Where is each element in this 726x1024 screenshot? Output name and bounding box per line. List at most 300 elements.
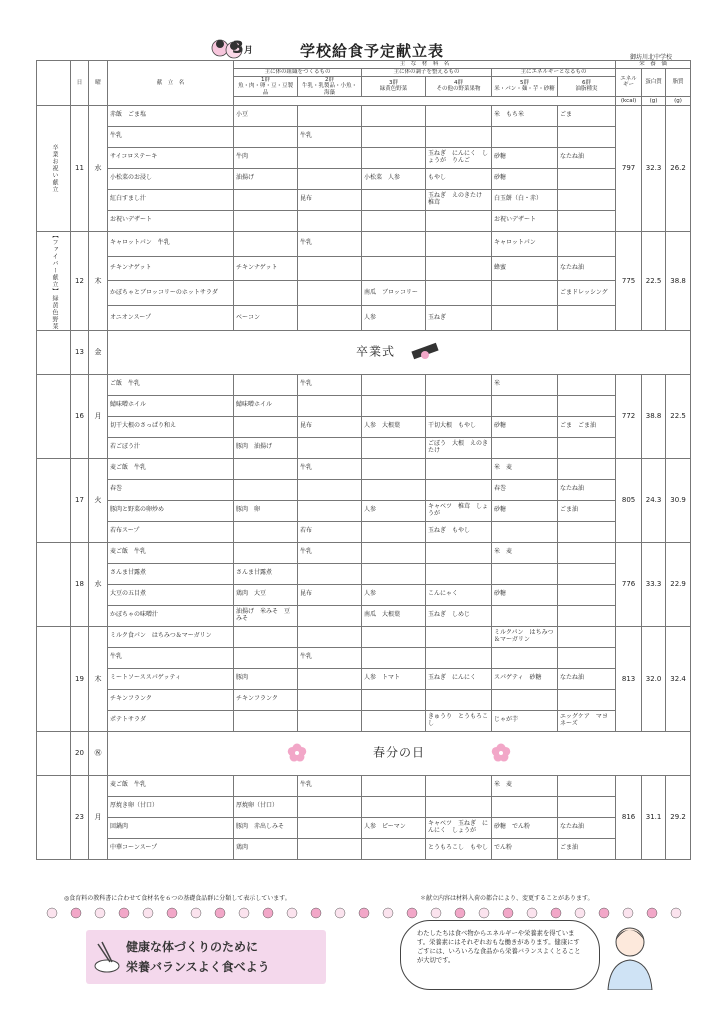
table-row bbox=[37, 126, 691, 147]
weekday-cell: 木 bbox=[89, 231, 108, 330]
band-decoration bbox=[383, 908, 393, 918]
ingredient-cell: 豚肉 bbox=[234, 668, 298, 689]
weekday-cell: 水 bbox=[89, 105, 108, 231]
header-day: 日 bbox=[71, 61, 89, 106]
ingredient-cell bbox=[426, 281, 492, 306]
ingredient-cell: スパゲティ 砂糖 bbox=[492, 668, 558, 689]
ingredient-cell bbox=[298, 147, 362, 168]
ingredient-cell bbox=[298, 479, 362, 500]
protein-cell: 32.0 bbox=[642, 626, 666, 731]
table-row bbox=[37, 210, 691, 231]
ingredient-cell bbox=[298, 626, 362, 647]
g4-label: 4群 bbox=[454, 80, 463, 87]
menu-item: かぼちゃとブロッコリーのホットサラダ bbox=[108, 281, 234, 306]
day-cell: 17 bbox=[71, 458, 89, 542]
table-row bbox=[37, 168, 691, 189]
ingredient-cell bbox=[492, 437, 558, 458]
table-row bbox=[37, 521, 691, 542]
ingredient-cell bbox=[234, 458, 298, 479]
ingredient-cell bbox=[492, 563, 558, 584]
menu-item: かぼちゃの味噌汁 bbox=[108, 605, 234, 626]
band-decoration bbox=[407, 908, 417, 918]
day-cell: 13 bbox=[71, 330, 89, 374]
day-cell: 20 bbox=[71, 731, 89, 775]
header-group-c: 主にエネルギーとなるもの bbox=[492, 69, 616, 77]
ingredient-cell bbox=[558, 689, 616, 710]
ingredient-cell: エッグケア マヨネーズ bbox=[558, 710, 616, 731]
header-g5 bbox=[492, 77, 558, 97]
ingredient-cell bbox=[298, 689, 362, 710]
menu-item: ミートソーススパゲッティ bbox=[108, 668, 234, 689]
table-row bbox=[37, 395, 691, 416]
energy-cell: 776 bbox=[616, 542, 642, 626]
ingredient-cell: さんま甘露煮 bbox=[234, 563, 298, 584]
school-name: 御坊川北中学校 bbox=[630, 54, 673, 61]
ingredient-cell: キャベツ 玉ねぎ にんにく しょうが bbox=[426, 817, 492, 838]
ingredient-cell: もやし bbox=[426, 168, 492, 189]
header-group-a: 主に体の組織をつくるもの bbox=[234, 69, 362, 77]
ingredient-cell bbox=[558, 626, 616, 647]
ingredient-cell bbox=[426, 563, 492, 584]
ingredient-cell: キャロットパン bbox=[492, 231, 558, 256]
ingredient-cell: 玉ねぎ もやし bbox=[426, 521, 492, 542]
band-decoration bbox=[575, 908, 585, 918]
ingredient-cell: じゃが芋 bbox=[492, 710, 558, 731]
ingredient-cell bbox=[234, 189, 298, 210]
table-row bbox=[37, 374, 691, 395]
menu-item: 牛乳 bbox=[108, 126, 234, 147]
ingredient-cell: チキンナゲット bbox=[234, 256, 298, 281]
ingredient-cell bbox=[234, 542, 298, 563]
ingredient-cell bbox=[234, 281, 298, 306]
ingredient-cell bbox=[362, 395, 426, 416]
menu-item: キャロットパン 牛乳 bbox=[108, 231, 234, 256]
ingredient-cell: ベーコン bbox=[234, 306, 298, 331]
ingredient-cell: 小松菜 人参 bbox=[362, 168, 426, 189]
menu-body bbox=[37, 105, 691, 859]
ingredient-cell bbox=[426, 231, 492, 256]
weekday-cell: 金 bbox=[89, 330, 108, 374]
chopsticks-bowl-icon bbox=[92, 940, 122, 976]
weekday-cell: 月 bbox=[89, 374, 108, 458]
header-g2 bbox=[298, 77, 362, 97]
table-row bbox=[37, 817, 691, 838]
note-cell bbox=[37, 542, 71, 626]
ingredient-cell bbox=[298, 395, 362, 416]
menu-item: 麦ご飯 牛乳 bbox=[108, 775, 234, 796]
ingredient-cell bbox=[298, 563, 362, 584]
ingredient-cell bbox=[426, 647, 492, 668]
day-cell: 11 bbox=[71, 105, 89, 231]
ingredient-cell bbox=[298, 256, 362, 281]
energy-cell: 772 bbox=[616, 374, 642, 458]
ingredient-cell bbox=[426, 395, 492, 416]
header-protein-unit: (g) bbox=[642, 96, 666, 105]
ingredient-cell: 牛乳 bbox=[298, 458, 362, 479]
energy-cell: 797 bbox=[616, 105, 642, 231]
ingredient-cell bbox=[362, 147, 426, 168]
ingredient-cell: 若布 bbox=[298, 521, 362, 542]
header-g3 bbox=[362, 77, 426, 97]
ingredient-cell bbox=[298, 105, 362, 126]
ingredient-cell: 南瓜 ブロッコリー bbox=[362, 281, 426, 306]
header-group-b: 主に体の調子を整えるもの bbox=[362, 69, 492, 77]
energy-cell: 805 bbox=[616, 458, 642, 542]
ingredient-cell bbox=[362, 458, 426, 479]
band-decoration bbox=[95, 908, 105, 918]
ingredient-cell bbox=[426, 626, 492, 647]
ingredient-cell bbox=[426, 542, 492, 563]
band-decoration bbox=[311, 908, 321, 918]
weekday-cell: 月 bbox=[89, 775, 108, 859]
band-decoration bbox=[431, 908, 441, 918]
ingredient-cell bbox=[362, 231, 426, 256]
band-decoration bbox=[599, 908, 609, 918]
table-row bbox=[37, 189, 691, 210]
header-protein: 蛋白質 bbox=[642, 69, 666, 97]
ingredient-cell: 人参 bbox=[362, 584, 426, 605]
ingredient-cell: 鯖味噌ホイル bbox=[234, 395, 298, 416]
month-label bbox=[232, 38, 253, 58]
table-row bbox=[37, 479, 691, 500]
table-row bbox=[37, 437, 691, 458]
ingredient-cell: ごまドレッシング bbox=[558, 281, 616, 306]
ingredient-cell bbox=[558, 210, 616, 231]
ingredient-cell bbox=[362, 189, 426, 210]
menu-item: ご飯 牛乳 bbox=[108, 374, 234, 395]
ingredient-cell bbox=[492, 126, 558, 147]
speech-bubble: わたしたちは食べ物からエネルギーや栄養素を得ています。栄養素にはそれぞれおもな働きがあります。健康にすごすには、いろいろな食品から栄養バランスよくとることが大切です。 bbox=[400, 920, 600, 990]
ingredient-cell: 砂糖 でん粉 bbox=[492, 817, 558, 838]
menu-item: 鯖味噌ホイル bbox=[108, 395, 234, 416]
note-cell bbox=[37, 731, 71, 775]
diploma-icon bbox=[408, 341, 442, 363]
ingredient-cell: なたね油 bbox=[558, 668, 616, 689]
ingredient-cell bbox=[234, 626, 298, 647]
ingredient-cell bbox=[234, 710, 298, 731]
ingredient-cell: 厚焼卵（甘口） bbox=[234, 796, 298, 817]
ingredient-cell bbox=[492, 306, 558, 331]
ingredient-cell bbox=[558, 458, 616, 479]
ingredient-cell: 油揚げ bbox=[234, 168, 298, 189]
event-label: 春分の日 bbox=[373, 745, 426, 760]
day-cell: 19 bbox=[71, 626, 89, 731]
ingredient-cell: なたね油 bbox=[558, 817, 616, 838]
note-cell bbox=[37, 458, 71, 542]
table-row bbox=[37, 256, 691, 281]
ingredient-cell bbox=[558, 521, 616, 542]
ingredient-cell: 豚肉 油揚げ bbox=[234, 437, 298, 458]
table-row bbox=[37, 231, 691, 256]
menu-item: 春巻 bbox=[108, 479, 234, 500]
ingredient-cell bbox=[558, 775, 616, 796]
ingredient-cell bbox=[362, 210, 426, 231]
ingredient-cell bbox=[558, 306, 616, 331]
g2-label: 2群 bbox=[325, 77, 334, 83]
ingredient-cell: ごま ごま油 bbox=[558, 416, 616, 437]
ingredient-cell bbox=[362, 647, 426, 668]
ingredient-cell bbox=[234, 479, 298, 500]
header-energy-unit: (kcal) bbox=[616, 96, 642, 105]
ingredient-cell bbox=[558, 605, 616, 626]
ingredient-cell bbox=[298, 710, 362, 731]
protein-cell: 38.8 bbox=[642, 374, 666, 458]
menu-item: オニオンスープ bbox=[108, 306, 234, 331]
band-decoration bbox=[503, 908, 513, 918]
ingredient-cell bbox=[362, 479, 426, 500]
g1-label: 1群 bbox=[261, 77, 270, 83]
table-row bbox=[37, 647, 691, 668]
protein-cell: 32.3 bbox=[642, 105, 666, 231]
band-decoration bbox=[647, 908, 657, 918]
health-banner bbox=[86, 930, 326, 984]
band-decoration bbox=[359, 908, 369, 918]
menu-item: 中華コーンスープ bbox=[108, 838, 234, 859]
weekday-cell: ㊗ bbox=[89, 731, 108, 775]
nutritionist-illustration-icon bbox=[600, 920, 660, 990]
ingredient-cell: 白玉餅（白・赤） bbox=[492, 189, 558, 210]
menu-item: ポテトサラダ bbox=[108, 710, 234, 731]
ingredient-cell bbox=[558, 584, 616, 605]
protein-cell: 24.3 bbox=[642, 458, 666, 542]
fat-cell: 22.9 bbox=[666, 542, 691, 626]
ingredient-cell bbox=[298, 838, 362, 859]
note-cell bbox=[37, 374, 71, 458]
ingredient-cell: 米 麦 bbox=[492, 542, 558, 563]
g5-sub: 米・パン・麺・芋・砂糖 bbox=[494, 86, 555, 93]
note-cell bbox=[37, 775, 71, 859]
ingredient-cell bbox=[298, 668, 362, 689]
ingredient-cell: 砂糖 bbox=[492, 147, 558, 168]
ingredient-cell: 牛乳 bbox=[298, 374, 362, 395]
menu-item: 回鍋肉 bbox=[108, 817, 234, 838]
page-title: 学校給食予定献立表 bbox=[300, 42, 445, 60]
menu-item: お祝いデザート bbox=[108, 210, 234, 231]
table-row bbox=[37, 668, 691, 689]
table-row bbox=[37, 563, 691, 584]
ingredient-cell bbox=[492, 647, 558, 668]
ingredient-cell: 蜂蜜 bbox=[492, 256, 558, 281]
band-decoration bbox=[143, 908, 153, 918]
event-cell bbox=[108, 731, 691, 775]
ingredient-cell bbox=[558, 563, 616, 584]
ingredient-cell bbox=[298, 500, 362, 521]
ingredient-cell: ごぼう 大根 えのきたけ bbox=[426, 437, 492, 458]
ingredient-cell: 小豆 bbox=[234, 105, 298, 126]
header-ingredients: 主 な 材 料 名 bbox=[234, 61, 616, 69]
band-decoration bbox=[263, 908, 273, 918]
protein-cell: 33.3 bbox=[642, 542, 666, 626]
ingredient-cell bbox=[298, 210, 362, 231]
ingredient-cell bbox=[426, 256, 492, 281]
note-cell: 【ファイバー献立】緑黄色野菜 bbox=[37, 231, 71, 330]
header-fat: 脂質 bbox=[666, 69, 691, 97]
cherry-blossom-icon bbox=[490, 742, 512, 764]
day-cell: 12 bbox=[71, 231, 89, 330]
hina-doll-band-icon bbox=[40, 906, 690, 920]
menu-item: 麦ご飯 牛乳 bbox=[108, 542, 234, 563]
ingredient-cell: きゅうり とうもろこし bbox=[426, 710, 492, 731]
note-right: ＊献立内容は材料入荷の都合により、変更することがあります。 bbox=[420, 895, 594, 902]
ingredient-cell bbox=[234, 126, 298, 147]
ingredient-cell: なたね油 bbox=[558, 479, 616, 500]
ingredient-cell: 牛乳 bbox=[298, 775, 362, 796]
ingredient-cell bbox=[558, 168, 616, 189]
ingredient-cell bbox=[426, 796, 492, 817]
header-g6 bbox=[558, 77, 616, 97]
note-left: ◎食育料の教科書に合わせて食材名を６つの基礎食品群に分類して表示しています。 bbox=[64, 895, 291, 902]
ingredient-cell bbox=[558, 437, 616, 458]
ingredient-cell: なたね油 bbox=[558, 147, 616, 168]
menu-item: 豚肉と野菜の卵炒め bbox=[108, 500, 234, 521]
table-row bbox=[37, 710, 691, 731]
ingredient-cell: 砂糖 bbox=[492, 168, 558, 189]
band-decoration bbox=[287, 908, 297, 918]
g6-sub: 油脂種実 bbox=[575, 86, 598, 93]
ingredient-cell: 砂糖 bbox=[492, 500, 558, 521]
ingredient-cell bbox=[362, 437, 426, 458]
header-weekday: 曜 bbox=[89, 61, 108, 106]
menu-item: チキンフランク bbox=[108, 689, 234, 710]
ingredient-cell: 牛乳 bbox=[298, 231, 362, 256]
g3-label: 3群 bbox=[389, 80, 398, 87]
event-cell bbox=[108, 330, 691, 374]
fat-cell: 22.5 bbox=[666, 374, 691, 458]
ingredient-cell bbox=[298, 281, 362, 306]
ingredient-cell bbox=[558, 189, 616, 210]
ingredient-cell: 玉ねぎ にんにく bbox=[426, 668, 492, 689]
ingredient-cell bbox=[426, 210, 492, 231]
ingredient-cell bbox=[492, 521, 558, 542]
ingredient-cell bbox=[234, 647, 298, 668]
band-decoration bbox=[455, 908, 465, 918]
menu-item: 小松菜のお浸し bbox=[108, 168, 234, 189]
g2-sub: 牛乳・乳製品・小魚・海藻 bbox=[301, 83, 357, 96]
ingredient-cell bbox=[298, 817, 362, 838]
ingredient-cell: でん粉 bbox=[492, 838, 558, 859]
ingredient-cell: チキンフランク bbox=[234, 689, 298, 710]
table-row bbox=[37, 147, 691, 168]
ingredient-cell bbox=[426, 458, 492, 479]
ingredient-cell bbox=[362, 105, 426, 126]
ingredient-cell: 玉ねぎ しめじ bbox=[426, 605, 492, 626]
ingredient-cell bbox=[426, 374, 492, 395]
band-decoration bbox=[551, 908, 561, 918]
ingredient-cell: こんにゃく bbox=[426, 584, 492, 605]
ingredient-cell: 豚肉 卵 bbox=[234, 500, 298, 521]
ingredient-cell: 人参 bbox=[362, 500, 426, 521]
menu-item: 若布スープ bbox=[108, 521, 234, 542]
energy-cell: 816 bbox=[616, 775, 642, 859]
ingredient-cell: 玉ねぎ えのきたけ 椎茸 bbox=[426, 189, 492, 210]
menu-item: 麦ご飯 牛乳 bbox=[108, 458, 234, 479]
table-row bbox=[37, 838, 691, 859]
ingredient-cell: ごま油 bbox=[558, 500, 616, 521]
month-number: 3 bbox=[232, 38, 244, 58]
table-row bbox=[37, 105, 691, 126]
note-cell bbox=[37, 330, 71, 374]
ingredient-cell bbox=[234, 521, 298, 542]
energy-cell: 813 bbox=[616, 626, 642, 731]
menu-item: 若ごぼう汁 bbox=[108, 437, 234, 458]
menu-item: ミルク食パン はちみつ＆マーガリン bbox=[108, 626, 234, 647]
header-menu-name: 献 立 名 bbox=[108, 61, 234, 106]
header-nutrition: 栄 養 価 bbox=[616, 61, 691, 69]
ingredient-cell bbox=[298, 306, 362, 331]
ingredient-cell bbox=[558, 374, 616, 395]
ingredient-cell bbox=[558, 542, 616, 563]
ingredient-cell: 昆布 bbox=[298, 189, 362, 210]
ingredient-cell bbox=[298, 796, 362, 817]
table-row bbox=[37, 584, 691, 605]
ingredient-cell: 米 麦 bbox=[492, 775, 558, 796]
ingredient-cell bbox=[362, 374, 426, 395]
table-row bbox=[37, 458, 691, 479]
g3-sub: 緑黄色野菜 bbox=[379, 86, 408, 93]
table-row bbox=[37, 775, 691, 796]
ingredient-cell: ごま油 bbox=[558, 838, 616, 859]
ingredient-cell: ミルクパン はちみつ＆マーガリン bbox=[492, 626, 558, 647]
ingredient-cell bbox=[558, 796, 616, 817]
day-cell: 23 bbox=[71, 775, 89, 859]
fat-cell: 26.2 bbox=[666, 105, 691, 231]
ingredient-cell: 人参 bbox=[362, 306, 426, 331]
ingredient-cell: とうもろこし もやし bbox=[426, 838, 492, 859]
ingredient-cell: 砂糖 bbox=[492, 584, 558, 605]
ingredient-cell: 牛乳 bbox=[298, 542, 362, 563]
ingredient-cell: 人参 トマト bbox=[362, 668, 426, 689]
ingredient-cell: 昆布 bbox=[298, 416, 362, 437]
ingredient-cell bbox=[426, 126, 492, 147]
note-cell bbox=[37, 626, 71, 731]
menu-item: 厚焼き卵（甘口） bbox=[108, 796, 234, 817]
table-row bbox=[37, 500, 691, 521]
header-fat-unit: (g) bbox=[666, 96, 691, 105]
menu-item: 赤飯 ごま塩 bbox=[108, 105, 234, 126]
table-row bbox=[37, 796, 691, 817]
ingredient-cell bbox=[492, 796, 558, 817]
band-decoration bbox=[167, 908, 177, 918]
protein-cell: 31.1 bbox=[642, 775, 666, 859]
ingredient-cell: 人参 大根葉 bbox=[362, 416, 426, 437]
ingredient-cell bbox=[362, 710, 426, 731]
banner-line-1: 健康な体づくりのために bbox=[126, 940, 259, 954]
band-decoration bbox=[527, 908, 537, 918]
protein-cell: 22.5 bbox=[642, 231, 666, 330]
month-suffix: 月 bbox=[243, 46, 253, 56]
ingredient-cell: 南瓜 大根葉 bbox=[362, 605, 426, 626]
ingredient-cell bbox=[362, 521, 426, 542]
energy-cell: 775 bbox=[616, 231, 642, 330]
ingredient-cell: 玉ねぎ bbox=[426, 306, 492, 331]
g1-sub: 魚・肉・卵・豆・豆製品 bbox=[237, 83, 293, 96]
table-row bbox=[37, 416, 691, 437]
header-blank bbox=[37, 61, 71, 106]
fat-cell: 29.2 bbox=[666, 775, 691, 859]
ingredient-cell: ごま bbox=[558, 105, 616, 126]
ingredient-cell: 牛乳 bbox=[298, 647, 362, 668]
ingredient-cell bbox=[298, 168, 362, 189]
day-cell: 16 bbox=[71, 374, 89, 458]
table-row bbox=[37, 626, 691, 647]
band-decoration bbox=[71, 908, 81, 918]
ingredient-cell bbox=[492, 395, 558, 416]
fat-cell: 30.9 bbox=[666, 458, 691, 542]
ingredient-cell: 牛乳 bbox=[298, 126, 362, 147]
ingredient-cell: 鶏肉 大豆 bbox=[234, 584, 298, 605]
band-decoration bbox=[47, 908, 57, 918]
ingredient-cell bbox=[362, 256, 426, 281]
